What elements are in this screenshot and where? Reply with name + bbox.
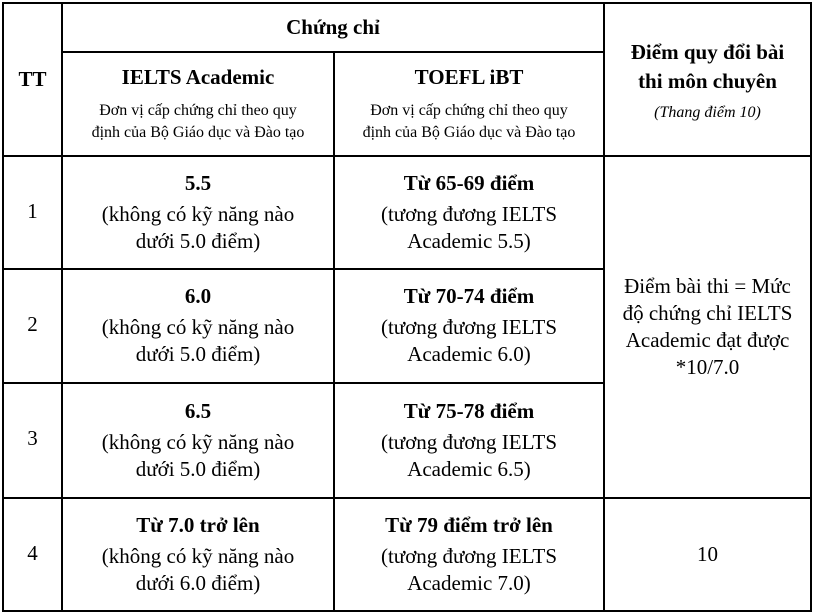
header-ielts-subtitle bbox=[63, 100, 333, 144]
header-tt bbox=[3, 3, 62, 156]
table-row bbox=[3, 156, 811, 269]
header-toefl-subtitle-line1: Đơn vị cấp chứng chỉ theo quy bbox=[370, 101, 568, 119]
row-tt-value: 2 bbox=[27, 312, 38, 336]
ielts-note bbox=[63, 429, 333, 483]
formula-line4: *10/7.0 bbox=[675, 355, 740, 379]
toefl-value: Từ 75-78 điểm bbox=[403, 398, 535, 423]
formula-text bbox=[605, 273, 810, 381]
row-tt bbox=[3, 269, 62, 383]
table-row bbox=[3, 498, 811, 611]
header-score-title-line2: thi môn chuyên bbox=[638, 68, 777, 93]
row-ielts bbox=[62, 156, 334, 269]
ielts-value: 6.5 bbox=[184, 398, 212, 423]
header-ielts bbox=[62, 52, 334, 156]
toefl-note bbox=[335, 201, 603, 255]
row-tt bbox=[3, 383, 62, 498]
toefl-note-line2: Academic 7.0) bbox=[407, 570, 531, 595]
score-cell-row4 bbox=[604, 498, 811, 611]
toefl-note-line1: (tương đương IELTS bbox=[380, 429, 558, 454]
ielts-note-line1: (không có kỹ năng nào bbox=[101, 429, 295, 454]
ielts-note bbox=[63, 543, 333, 597]
ielts-note-line2: dưới 5.0 điểm) bbox=[135, 228, 261, 253]
header-toefl-subtitle-line2: định của Bộ Giáo dục và Đào tạo bbox=[362, 123, 576, 141]
toefl-value: Từ 79 điểm trở lên bbox=[385, 512, 553, 537]
header-score bbox=[604, 3, 811, 156]
header-certificate-label: Chứng chỉ bbox=[286, 15, 380, 39]
row-tt-value: 4 bbox=[27, 541, 38, 565]
ielts-note-line2: dưới 5.0 điểm) bbox=[135, 456, 261, 481]
row-ielts bbox=[62, 383, 334, 498]
toefl-note bbox=[335, 429, 603, 483]
header-ielts-subtitle-line1: Đơn vị cấp chứng chỉ theo quy bbox=[99, 101, 297, 119]
row-tt bbox=[3, 156, 62, 269]
formula-line2: độ chứng chỉ IELTS bbox=[622, 301, 793, 325]
toefl-note-line2: Academic 5.5) bbox=[407, 228, 531, 253]
toefl-note bbox=[335, 543, 603, 597]
header-toefl bbox=[334, 52, 604, 156]
header-score-title-line1: Điểm quy đổi bài bbox=[630, 39, 785, 64]
header-score-note: (Thang điểm 10) bbox=[654, 103, 761, 121]
row-toefl bbox=[334, 156, 604, 269]
row-toefl bbox=[334, 383, 604, 498]
row-tt-value: 1 bbox=[27, 199, 38, 223]
header-tt-label: TT bbox=[18, 67, 47, 91]
ielts-note-line1: (không có kỹ năng nào bbox=[101, 315, 295, 339]
header-toefl-title: TOEFL iBT bbox=[414, 64, 524, 89]
ielts-note bbox=[63, 314, 333, 368]
ielts-note-line2: dưới 5.0 điểm) bbox=[135, 342, 261, 366]
row-toefl bbox=[334, 498, 604, 611]
ielts-note-line1: (không có kỹ năng nào bbox=[101, 543, 295, 568]
ielts-note bbox=[63, 201, 333, 255]
row-tt bbox=[3, 498, 62, 611]
ielts-note-line2: dưới 6.0 điểm) bbox=[135, 570, 261, 595]
toefl-note-line2: Academic 6.0) bbox=[407, 342, 531, 366]
header-ielts-subtitle-line2: định của Bộ Giáo dục và Đào tạo bbox=[91, 123, 305, 141]
ielts-value: Từ 7.0 trở lên bbox=[136, 512, 260, 537]
toefl-note bbox=[335, 314, 603, 368]
toefl-note-line1: (tương đương IELTS bbox=[380, 315, 558, 339]
toefl-note-line1: (tương đương IELTS bbox=[380, 201, 558, 226]
toefl-note-line1: (tương đương IELTS bbox=[380, 543, 558, 568]
toefl-value: Từ 70-74 điểm bbox=[403, 284, 535, 308]
row-toefl bbox=[334, 269, 604, 383]
header-toefl-subtitle bbox=[335, 100, 603, 144]
formula-cell bbox=[604, 156, 811, 498]
ielts-value: 6.0 bbox=[184, 284, 212, 308]
ielts-note-line1: (không có kỹ năng nào bbox=[101, 201, 295, 226]
toefl-value: Từ 65-69 điểm bbox=[403, 170, 535, 195]
formula-line3: Academic đạt được bbox=[625, 328, 790, 352]
certificate-conversion-table bbox=[2, 2, 812, 612]
toefl-note-line2: Academic 6.5) bbox=[407, 456, 531, 481]
header-certificate-group bbox=[62, 3, 604, 52]
formula-line1: Điểm bài thi = Mức bbox=[624, 274, 791, 298]
row-ielts bbox=[62, 269, 334, 383]
score-value: 10 bbox=[697, 542, 718, 566]
header-ielts-title: IELTS Academic bbox=[121, 64, 275, 89]
ielts-value: 5.5 bbox=[184, 170, 212, 195]
row-ielts bbox=[62, 498, 334, 611]
row-tt-value: 3 bbox=[27, 426, 38, 450]
